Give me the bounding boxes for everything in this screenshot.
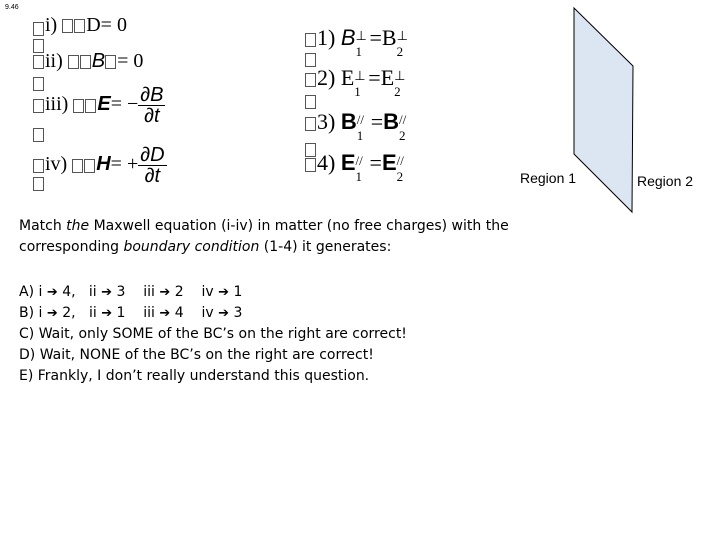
fraction-numerator: ∂B <box>140 84 164 106</box>
fraction <box>138 145 166 186</box>
bc-right-eq: = <box>369 150 382 175</box>
equation-rel: = 0 <box>117 50 144 72</box>
answer-b[interactable]: B) i ➔ 2, ii ➔ 1 iii ➔ 4 iv ➔ 3 <box>19 305 243 321</box>
placeholder-icon <box>33 159 44 173</box>
arrow-right-icon: ➔ <box>218 285 230 300</box>
answer-a[interactable]: A) i ➔ 4, ii ➔ 3 iii ➔ 2 iv ➔ 1 <box>19 284 243 300</box>
placeholder-icon <box>33 99 44 113</box>
equation-lhs: D <box>86 14 101 36</box>
equation-lhs: H <box>96 153 111 176</box>
slide-number: 9.46 <box>5 4 19 11</box>
bc-left: B <box>340 25 356 50</box>
bc-left: E <box>340 150 356 175</box>
placeholder-icon <box>80 55 91 69</box>
answer-c[interactable]: C) Wait, only SOME of the BC’s on the right are correct! <box>19 326 407 342</box>
arrow-right-icon: ➔ <box>46 306 58 321</box>
fraction-denominator: ∂t <box>144 165 161 187</box>
arrow-right-icon: ➔ <box>101 306 113 321</box>
placeholder-icon <box>33 55 44 69</box>
arrow-right-icon: ➔ <box>159 306 171 321</box>
equation-rel: = − <box>110 93 139 116</box>
bc-4: 4) E // 1 =E // 2 <box>305 150 411 179</box>
placeholder-icon <box>105 55 116 69</box>
region-2-label: Region 2 <box>637 173 694 189</box>
equation-rel: = 0 <box>100 14 127 36</box>
bc-1: 1) B ⊥ 1 =B ⊥ 2 <box>305 25 411 54</box>
placeholder-icon <box>305 117 316 131</box>
bc-left: E <box>340 65 355 90</box>
bc-right-eq: = <box>370 109 384 134</box>
bc-right: B <box>383 109 400 134</box>
equation-lhs: B <box>91 50 106 72</box>
arrow-right-icon: ➔ <box>101 285 113 300</box>
answer-choices <box>19 282 539 387</box>
region-1-label: Region 1 <box>520 170 577 186</box>
equation-ii: ii) B = 0 <box>33 50 143 72</box>
bc-left: B <box>340 109 357 134</box>
arrow-right-icon: ➔ <box>46 285 58 300</box>
equation-iv: iv) H= + $\frac{\partial D}{\partial t}$ <box>33 145 167 186</box>
bc-3: 3) B // 1 =B // 2 <box>305 109 413 138</box>
placeholder-icon <box>72 159 83 173</box>
bc-right: =B <box>369 25 397 50</box>
equation-i: i) D= 0 <box>45 14 127 36</box>
placeholder-icon <box>74 19 85 33</box>
equation-rel: = + <box>110 153 139 176</box>
arrow-right-icon: ➔ <box>159 285 171 300</box>
placeholder-icon <box>84 159 95 173</box>
placeholder-icon <box>85 99 96 113</box>
equation-lhs: E <box>97 93 111 116</box>
bc-right: E <box>381 150 397 175</box>
question-text: Match the Maxwell equation (i-iv) in matter (no free charges) with the corresponding boundary condition (1-4) it generates: <box>19 218 509 255</box>
placeholder-icon <box>305 73 316 87</box>
placeholder-icon <box>305 95 316 109</box>
bc-right: =E <box>368 65 395 90</box>
answer-d[interactable]: D) Wait, NONE of the BC’s on the right are correct! <box>19 347 374 363</box>
fraction-numerator: ∂D <box>140 144 165 166</box>
bc-2: 2) E ⊥ 1 =E ⊥ 2 <box>305 65 408 94</box>
placeholder-icon <box>68 55 79 69</box>
interface-plane <box>574 8 633 212</box>
placeholder-icon <box>305 33 316 47</box>
fraction <box>138 85 165 126</box>
arrow-right-icon: ➔ <box>218 306 230 321</box>
answer-e[interactable]: E) Frankly, I don’t really understand this question. <box>19 368 370 384</box>
placeholder-icon <box>62 19 73 33</box>
placeholder-icon <box>33 128 44 142</box>
equation-iii: iii) E= − $\frac{\partial B}{\partial t}$ <box>33 85 165 126</box>
fraction-denominator: ∂t <box>144 105 160 127</box>
placeholder-icon <box>73 99 84 113</box>
placeholder-icon <box>305 158 316 172</box>
